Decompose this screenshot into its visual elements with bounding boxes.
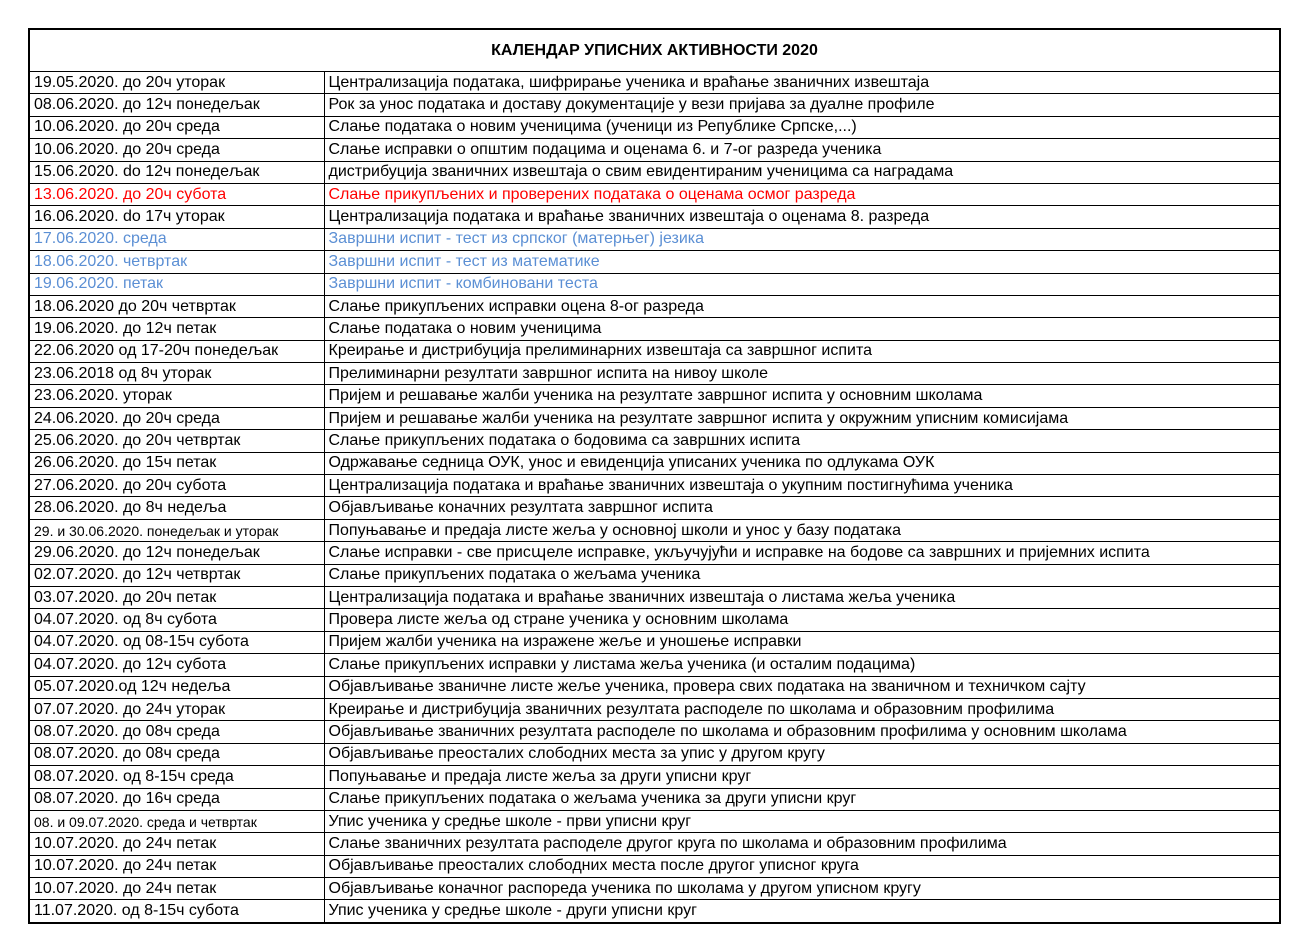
table-row (29, 116, 1280, 138)
date-cell: 16.06.2020. do 17ч уторак (29, 206, 324, 228)
date-cell: 08. и 09.07.2020. среда и четвртак (29, 810, 324, 832)
calendar-table (28, 28, 1281, 924)
table-row (29, 139, 1280, 161)
table-row (29, 766, 1280, 788)
activity-cell: Централизација података и враћање званичних извештаја о оценама 8. разреда (324, 206, 1280, 228)
table-row (29, 698, 1280, 720)
date-cell: 11.07.2020. од 8-15ч субота (29, 900, 324, 923)
table-row (29, 318, 1280, 340)
date-cell: 19.06.2020. петак (29, 273, 324, 295)
activity-cell: Објављивање коначних резултата завршног испита (324, 497, 1280, 519)
table-row (29, 609, 1280, 631)
activity-cell: Попуњавање и предаја листе жеља за други уписни круг (324, 766, 1280, 788)
table-row (29, 228, 1280, 250)
activity-cell: Слање исправки о општим подацима и оценама 6. и 7-ог разреда ученика (324, 139, 1280, 161)
activity-cell: Слање званичних резултата расподеле другог круга по школама и образовним профилима (324, 833, 1280, 855)
table-row (29, 743, 1280, 765)
date-cell: 08.07.2020. до 08ч среда (29, 721, 324, 743)
activity-cell: Упис ученика у средње школе - други уписни круг (324, 900, 1280, 923)
activity-cell: Упис ученика у средње школе - први уписни круг (324, 810, 1280, 832)
table-title: КАЛЕНДАР УПИСНИХ АКТИВНОСТИ 2020 (29, 29, 1280, 72)
activity-cell: Пријем и решавање жалби ученика на резултате завршног испита у основним школама (324, 385, 1280, 407)
date-cell: 25.06.2020. до 20ч четвртак (29, 430, 324, 452)
activity-cell: Креирање и дистрибуција прелиминарних извештаја са завршног испита (324, 340, 1280, 362)
activity-cell: Завршни испит - комбиновани теста (324, 273, 1280, 295)
activity-cell: Објављивање званичне листе жеље ученика, провера свих података на званичном и техничком сајту (324, 676, 1280, 698)
activity-cell: Централизација података, шифрирање ученика и враћање званичних извештаја (324, 72, 1280, 94)
date-cell: 29.06.2020. до 12ч понедељак (29, 542, 324, 564)
table-row (29, 721, 1280, 743)
date-cell: 05.07.2020.од 12ч недеља (29, 676, 324, 698)
table-row (29, 788, 1280, 810)
activity-cell: Централизација података и враћање званичних извештаја о укупним постигнућима ученика (324, 475, 1280, 497)
activity-cell: Слање прикупљених података о жељама ученика за други уписни круг (324, 788, 1280, 810)
activity-cell: Одржавање седница ОУК, унос и евиденција уписаних ученика по одлукама ОУК (324, 452, 1280, 474)
date-cell: 08.07.2020. до 08ч среда (29, 743, 324, 765)
table-row (29, 72, 1280, 94)
table-row (29, 385, 1280, 407)
date-cell: 07.07.2020. до 24ч уторак (29, 698, 324, 720)
activity-cell: Објављивање преосталих слободних места за упис у другом кругу (324, 743, 1280, 765)
date-cell: 26.06.2020. до 15ч петак (29, 452, 324, 474)
activity-cell: Завршни испит - тест из српског (матерњег) језика (324, 228, 1280, 250)
date-cell: 03.07.2020. до 20ч петак (29, 586, 324, 608)
date-cell: 13.06.2020. до 20ч субота (29, 183, 324, 205)
activity-cell: Слање прикупљених исправки у листама жеља ученика (и осталим подацима) (324, 654, 1280, 676)
activity-cell: Слање прикупљених података о бодовима са завршних испита (324, 430, 1280, 452)
activity-cell: Слање података о новим ученицима (324, 318, 1280, 340)
table-row (29, 900, 1280, 923)
date-cell: 17.06.2020. среда (29, 228, 324, 250)
table-row (29, 206, 1280, 228)
table-row (29, 631, 1280, 653)
activity-cell: Пријем жалби ученика на изражене жеље и уношење исправки (324, 631, 1280, 653)
table-row (29, 564, 1280, 586)
date-cell: 04.07.2020. од 8ч субота (29, 609, 324, 631)
title-row (29, 29, 1280, 72)
date-cell: 22.06.2020 од 17-20ч понедељак (29, 340, 324, 362)
table-row (29, 340, 1280, 362)
activity-cell: Прелиминарни резултати завршног испита на нивоу школе (324, 363, 1280, 385)
table-row (29, 676, 1280, 698)
table-row (29, 295, 1280, 317)
table-row (29, 452, 1280, 474)
date-cell: 10.07.2020. до 24ч петак (29, 855, 324, 877)
table-row (29, 654, 1280, 676)
activity-cell: Креирање и дистрибуција званичних резултата расподеле по школама и образовним профилима (324, 698, 1280, 720)
activity-cell: Слање прикупљених исправки оцена 8-ог разреда (324, 295, 1280, 317)
date-cell: 10.06.2020. до 20ч среда (29, 116, 324, 138)
activity-cell: Слање исправки - све присպеле исправке, укључујући и исправке на бодове са завршних и пријемних испита (324, 542, 1280, 564)
date-cell: 04.07.2020. од 08-15ч субота (29, 631, 324, 653)
table-row (29, 183, 1280, 205)
activity-cell: Завршни испит - тест из математике (324, 251, 1280, 273)
activity-cell: Слање прикупљених и проверених података о оценама осмог разреда (324, 183, 1280, 205)
table-row (29, 878, 1280, 900)
table-row (29, 475, 1280, 497)
date-cell: 08.06.2020. до 12ч понедељак (29, 94, 324, 116)
activity-cell: Објављивање преосталих слободних места после другог уписног круга (324, 855, 1280, 877)
date-cell: 10.07.2020. до 24ч петак (29, 878, 324, 900)
date-cell: 10.06.2020. до 20ч среда (29, 139, 324, 161)
date-cell: 15.06.2020. do 12ч понедељак (29, 161, 324, 183)
date-cell: 08.07.2020. до 16ч среда (29, 788, 324, 810)
table-row (29, 161, 1280, 183)
activity-cell: дистрибуција званичних извештаја о свим евидентираним ученицима са наградама (324, 161, 1280, 183)
activity-cell: Пријем и решавање жалби ученика на резултате завршног испита у окружним уписним комисијама (324, 407, 1280, 429)
activity-cell: Слање прикупљених података о жељама ученика (324, 564, 1280, 586)
table-row (29, 855, 1280, 877)
date-cell: 18.06.2020 до 20ч четвртак (29, 295, 324, 317)
date-cell: 24.06.2020. до 20ч среда (29, 407, 324, 429)
activity-cell: Провера листе жеља од стране ученика у основним школама (324, 609, 1280, 631)
activity-cell: Централизација података и враћање званичних извештаја о листама жеља ученика (324, 586, 1280, 608)
activity-cell: Рок за унос података и доставу документације у вези пријава за дуалне профиле (324, 94, 1280, 116)
calendar-rows (29, 72, 1280, 923)
date-cell: 28.06.2020. до 8ч недеља (29, 497, 324, 519)
date-cell: 02.07.2020. до 12ч четвртак (29, 564, 324, 586)
date-cell: 04.07.2020. до 12ч субота (29, 654, 324, 676)
date-cell: 19.05.2020. до 20ч уторак (29, 72, 324, 94)
table-row (29, 542, 1280, 564)
date-cell: 27.06.2020. до 20ч субота (29, 475, 324, 497)
date-cell: 23.06.2018 од 8ч уторак (29, 363, 324, 385)
table-row (29, 430, 1280, 452)
table-row (29, 519, 1280, 541)
date-cell: 18.06.2020. четвртак (29, 251, 324, 273)
table-row (29, 810, 1280, 832)
table-row (29, 586, 1280, 608)
table-row (29, 273, 1280, 295)
date-cell: 10.07.2020. до 24ч петак (29, 833, 324, 855)
table-row (29, 94, 1280, 116)
date-cell: 19.06.2020. до 12ч петак (29, 318, 324, 340)
table-row (29, 497, 1280, 519)
activity-cell: Објављивање званичних резултата расподеле по школама и образовним профилима у основним школама (324, 721, 1280, 743)
table-row (29, 363, 1280, 385)
date-cell: 23.06.2020. уторак (29, 385, 324, 407)
table-row (29, 251, 1280, 273)
table-row (29, 833, 1280, 855)
activity-cell: Попуњавање и предаја листе жеља у основној школи и унос у базу података (324, 519, 1280, 541)
activity-cell: Слање података о новим ученицима (ученици из Републике Српске,...) (324, 116, 1280, 138)
table-row (29, 407, 1280, 429)
date-cell: 08.07.2020. од 8-15ч среда (29, 766, 324, 788)
activity-cell: Објављивање коначног распореда ученика по школама у другом уписном кругу (324, 878, 1280, 900)
date-cell: 29. и 30.06.2020. понедељак и уторак (29, 519, 324, 541)
